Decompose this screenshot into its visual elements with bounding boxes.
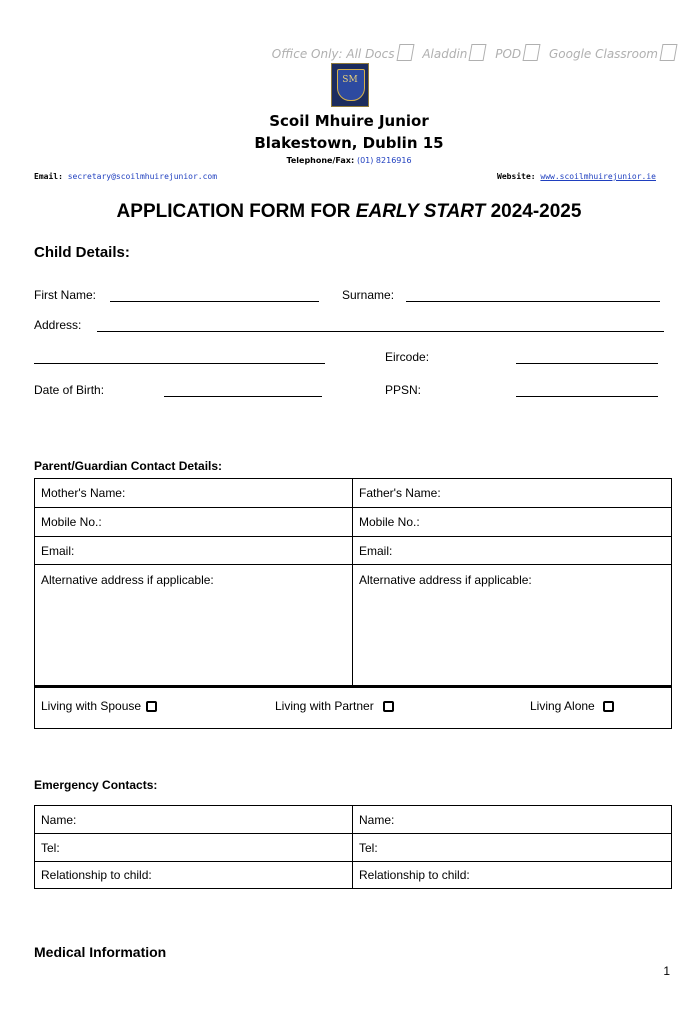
parent-details-heading: Parent/Guardian Contact Details:	[34, 459, 223, 473]
telephone-label: Telephone/Fax:	[286, 156, 355, 165]
first-name-label: First Name:	[34, 288, 97, 302]
contact2-name-cell[interactable]	[353, 806, 672, 834]
living-alone-checkbox[interactable]	[603, 701, 614, 712]
contact1-name-label: Name:	[41, 812, 77, 827]
living-with-spouse-option[interactable]	[41, 699, 157, 713]
living-with-partner-label: Living with Partner	[275, 699, 374, 713]
parent-details-table	[34, 478, 672, 686]
living-with-spouse-label: Living with Spouse	[41, 699, 142, 713]
table-row	[35, 508, 672, 537]
father-alt-address-cell[interactable]	[353, 565, 672, 686]
father-mobile-label: Mobile No.:	[359, 515, 420, 529]
telephone-value: (01) 8216916	[356, 156, 412, 165]
surname-label: Surname:	[342, 288, 395, 302]
crest-shield-icon	[337, 69, 365, 101]
eircode-field[interactable]	[516, 363, 658, 364]
father-mobile-cell[interactable]	[353, 508, 672, 537]
ppsn-field[interactable]	[516, 396, 658, 397]
emergency-contacts-table	[34, 805, 672, 889]
contact2-tel-cell[interactable]	[353, 834, 672, 862]
living-with-partner-option[interactable]	[275, 699, 394, 713]
mother-mobile-label: Mobile No.:	[41, 515, 102, 529]
table-row	[35, 862, 672, 889]
contact1-name-cell[interactable]	[35, 806, 353, 834]
father-name-cell[interactable]	[353, 479, 672, 508]
office-item-aladdin: Aladdin	[422, 47, 468, 61]
office-only-label: Office Only:	[271, 47, 343, 61]
medical-info-heading: Medical Information	[34, 944, 167, 960]
mother-mobile-cell[interactable]	[35, 508, 353, 537]
eircode-label: Eircode:	[385, 350, 430, 364]
email-label: Email:	[34, 172, 63, 181]
contact2-relationship-cell[interactable]	[353, 862, 672, 889]
form-title-part3: 2024-2025	[490, 201, 582, 222]
mother-name-cell[interactable]	[35, 479, 353, 508]
table-row	[35, 537, 672, 565]
emergency-contacts-heading: Emergency Contacts:	[34, 778, 158, 792]
school-address: Blakestown, Dublin 15	[254, 134, 444, 152]
father-alt-address-label: Alternative address if applicable:	[359, 573, 532, 587]
mother-alt-address-label: Alternative address if applicable:	[41, 573, 214, 587]
table-row	[35, 565, 672, 686]
first-name-field[interactable]	[110, 301, 319, 302]
school-name: Scoil Mhuire Junior	[269, 112, 429, 130]
website-label: Website:	[497, 172, 536, 181]
contact1-tel-label: Tel:	[41, 840, 60, 855]
contact1-relationship-label: Relationship to child:	[41, 868, 152, 882]
living-alone-label: Living Alone	[530, 699, 595, 713]
mother-alt-address-cell[interactable]	[35, 565, 353, 686]
contact2-relationship-label: Relationship to child:	[359, 868, 470, 882]
living-with-partner-checkbox[interactable]	[383, 701, 394, 712]
school-crest-logo	[331, 63, 369, 107]
father-email-cell[interactable]	[353, 537, 672, 565]
contact1-tel-cell[interactable]	[35, 834, 353, 862]
office-item-google-classroom: Google Classroom	[548, 47, 658, 61]
form-title	[0, 201, 698, 223]
school-telephone	[0, 156, 698, 165]
contact2-name-label: Name:	[359, 812, 395, 827]
living-alone-option[interactable]	[530, 699, 614, 713]
office-item-all-docs: All Docs	[346, 47, 395, 61]
office-only-row	[272, 44, 676, 61]
pod-checkbox[interactable]	[523, 44, 541, 61]
school-email	[34, 172, 217, 181]
living-arrangement-box	[34, 686, 672, 729]
office-item-pod: POD	[495, 47, 522, 61]
dob-field[interactable]	[164, 396, 322, 397]
dob-label: Date of Birth:	[34, 383, 105, 397]
table-row	[35, 806, 672, 834]
school-website	[497, 172, 656, 181]
form-title-part1: APPLICATION FORM FOR	[116, 201, 351, 222]
table-row	[35, 479, 672, 508]
father-name-label: Father's Name:	[359, 486, 441, 500]
form-title-part2: EARLY START	[355, 201, 486, 222]
contact2-tel-label: Tel:	[359, 840, 378, 855]
aladdin-checkbox[interactable]	[469, 44, 487, 61]
table-row	[35, 834, 672, 862]
child-details-heading: Child Details:	[34, 244, 130, 261]
address-field-line-2[interactable]	[34, 363, 325, 364]
ppsn-label: PPSN:	[385, 383, 422, 397]
page-number: 1	[663, 964, 670, 978]
surname-field[interactable]	[406, 301, 660, 302]
google-classroom-checkbox[interactable]	[660, 44, 678, 61]
mother-email-label: Email:	[41, 543, 75, 558]
father-email-label: Email:	[359, 543, 393, 558]
crest-monogram: SM	[342, 75, 358, 85]
address-field-line-1[interactable]	[97, 331, 664, 332]
mother-email-cell[interactable]	[35, 537, 353, 565]
website-link[interactable]: www.scoilmhuirejunior.ie	[540, 172, 656, 181]
living-with-spouse-checkbox[interactable]	[146, 701, 157, 712]
all-docs-checkbox[interactable]	[396, 44, 414, 61]
contact1-relationship-cell[interactable]	[35, 862, 353, 889]
address-label: Address:	[34, 318, 82, 332]
email-link[interactable]: secretary@scoilmhuirejunior.com	[67, 172, 218, 181]
mother-name-label: Mother's Name:	[41, 486, 126, 500]
